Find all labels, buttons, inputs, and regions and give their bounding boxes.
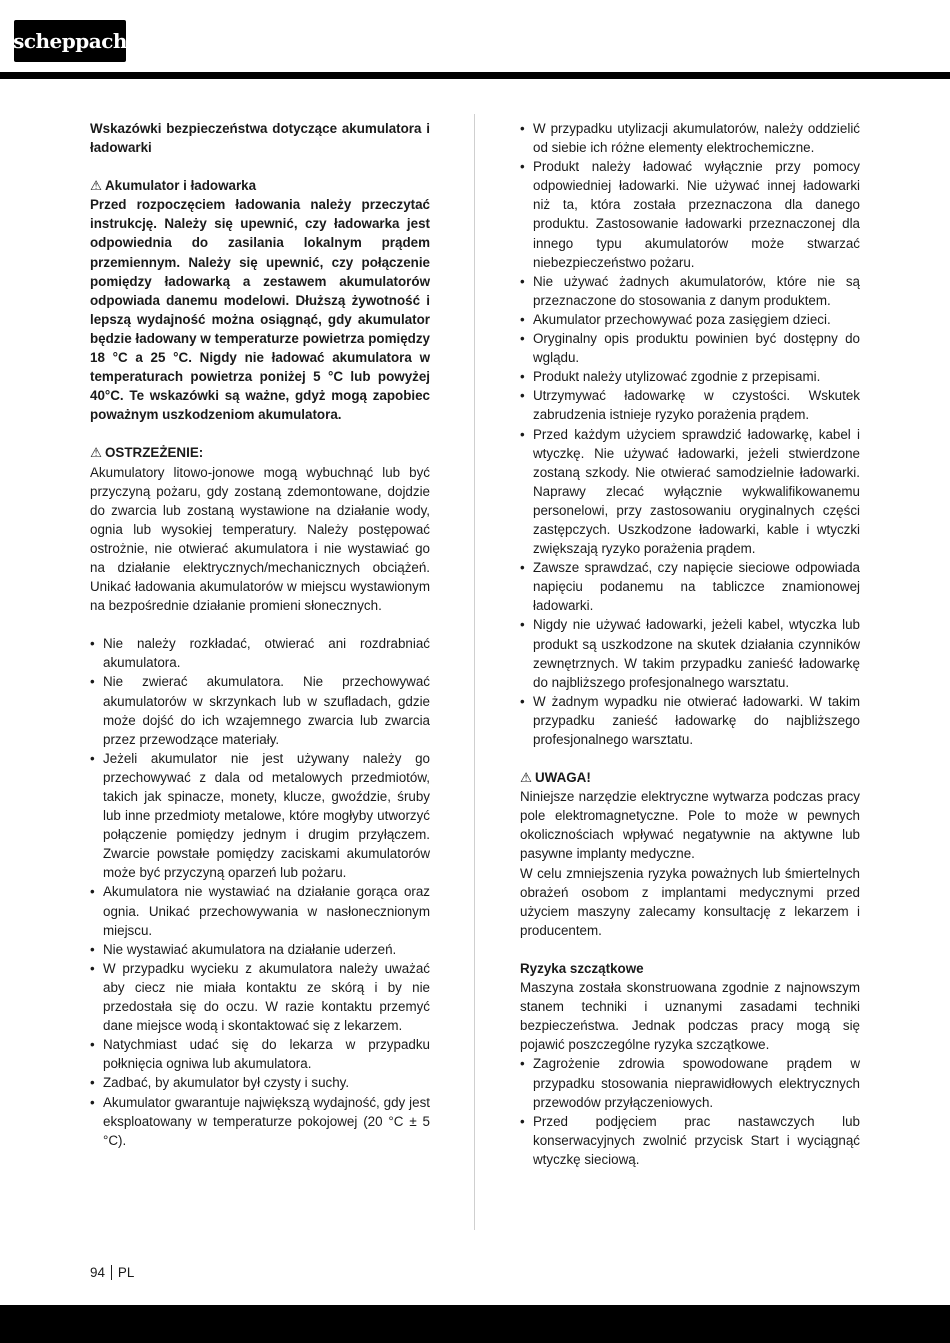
list-item: • Zadbać, by akumulator był czysty i suchy. [90, 1073, 430, 1092]
column-divider [474, 114, 475, 1230]
right-bullet-list [520, 119, 860, 749]
list-item: • Oryginalny opis produktu powinien być dostępny do wglądu. [520, 329, 860, 367]
warning-triangle-icon: ⚠ [90, 445, 103, 461]
footer-bar [0, 1305, 950, 1343]
list-item: • Nie należy rozkładać, otwierać ani rozdrabniać akumulatora. [90, 634, 430, 672]
warning-triangle-icon: ⚠ [520, 770, 533, 786]
list-item: • W przypadku utylizacji akumulatorów, należy oddzielić od siebie ich różne elementy elektrochemiczne. [520, 119, 860, 157]
list-item: • Nie zwierać akumulatora. Nie przechowywać akumulatorów w skrzynkach lub w szufladach, gdzie może dojść do ich wzajemnego zwarcia lub zwarcia przez przewodzące materiały. [90, 672, 430, 748]
list-item: • Zawsze sprawdzać, czy napięcie sieciowe odpowiada napięciu podanemu na tabliczce znamionowej ładowarki. [520, 558, 860, 615]
language-code: PL [117, 1265, 135, 1280]
list-item: • Nie wystawiać akumulatora na działanie uderzeń. [90, 940, 430, 959]
battery-charger-heading: ⚠ Akumulator i ładowarka [90, 178, 257, 194]
list-item: • Akumulatora nie wystawiać na działanie gorąca oraz ognia. Unikać przechowywania w nasłonecznionym miejscu. [90, 882, 430, 939]
list-item: • W przypadku wycieku z akumulatora należy uważać aby ciecz nie miała kontaktu ze skórą i by nie przedostała się do oczu. W razie kontaktu przemyć dane miejsce wodą i skontaktować się z lekarzem. [90, 959, 430, 1035]
uwaga-paragraph-1: Niniejsze narzędzie elektryczne wytwarza podczas pracy pole elektromagnetyczne. Pole to może w pewnych okolicznościach wpływać negatywnie na aktywne lub pasywne implanty medyczne. [520, 789, 860, 862]
residual-bullet-list [520, 1054, 860, 1169]
page-number: 94 [90, 1265, 105, 1280]
list-item: • Akumulator przechowywać poza zasięgiem dzieci. [520, 310, 860, 329]
brand-logo [14, 20, 126, 62]
list-item: • W żadnym wypadku nie otwierać ładowarki. W takim przypadku zanieść ładowarkę do najbliższego profesjonalnego warsztatu. [520, 692, 860, 749]
left-column [90, 119, 430, 1150]
warning-heading: ⚠ OSTRZEŻENIE: [90, 445, 204, 461]
uwaga-paragraph-2: W celu zmniejszenia ryzyka poważnych lub śmiertelnych obrażeń osobom z implantami medycznymi przed użyciem maszyny zalecamy konsultację z lekarzem i producentem. [520, 865, 860, 938]
uwaga-heading: ⚠ UWAGA! [520, 770, 591, 786]
list-item: • Przed podjęciem prac nastawczych lub konserwacyjnych zwolnić przycisk Start i wyciągnąć wtyczkę sieciową. [520, 1112, 860, 1169]
list-item: • Nie używać żadnych akumulatorów, które nie są przeznaczone do stosowania z danym produktem. [520, 272, 860, 310]
list-item: • Przed każdym użyciem sprawdzić ładowarkę, kabel i wtyczkę. Nie używać ładowarki, jeżeli stwierdzone zostaną szkody. Nie otwierać samodzielnie ładowarki. Naprawy zlecać wyłącznie wykwalifikowanemu personelowi, przy zastosowaniu oryginalnych części zastępczych. Uszkodzone ładowarki, kable i wtyczki zwiększają ryzyko porażenia prądem. [520, 425, 860, 559]
brand-logo-text: scheppach [13, 29, 127, 53]
list-item: • Produkt należy utylizować zgodnie z przepisami. [520, 367, 860, 386]
warning-body: Akumulatory litowo-jonowe mogą wybuchnąć lub być przyczyną pożaru, gdy zostaną zdemontowane, dojdzie do zwarcia lub zostaną wystawione na działanie wody, ognia lub wysokiej temperatury. Należy postępować ostrożnie, nie otwierać akumulatora i nie wystawiać go na działanie elektrycznych/mechanicznych obciążeń. Unikać ładowania akumulatorów w miejscu wystawionym na bezpośrednie działanie promieni słonecznych. [90, 464, 430, 614]
list-item: • Jeżeli akumulator nie jest używany należy go przechowywać z dala od metalowych przedmiotów, takich jak spinacze, monety, klucze, gwoździe, śruby lub inne przedmioty metalowe, które mogłyby utworzyć połączenie pomiędzy jednym i drugim przyłączem. Zwarcie powstałe pomiędzy zaciskami akumulatorów może być przyczyną oparzeń lub pożaru. [90, 749, 430, 883]
list-item: • Nigdy nie używać ładowarki, jeżeli kabel, wtyczka lub produkt są uszkodzone na skutek działania czynników zewnętrznych. W takim przypadku zanieść ładowarkę do najbliższego profesjonalnego warsztatu. [520, 615, 860, 691]
residual-risks-heading: Ryzyka szczątkowe [520, 960, 644, 976]
section-title: Wskazówki bezpieczeństwa dotyczące akumulatora i ładowarki [90, 121, 430, 156]
header-rule [0, 72, 950, 79]
footer-separator [111, 1265, 112, 1280]
list-item: • Utrzymywać ładowarkę w czystości. Wskutek zabrudzenia istnieje ryzyko porażenia prądem. [520, 386, 860, 424]
list-item: • Produkt należy ładować wyłącznie przy pomocy odpowiedniej ładowarki. Nie używać innej ładowarki niż ta, która została przeznaczona dla danego produktu. Zastosowanie ładowarki przeznaczonej dla innego typu akumulatorów może stwarzać niebezpieczeństwo pożaru. [520, 157, 860, 272]
list-item: • Akumulator gwarantuje największą wydajność, gdy jest eksploatowany w temperaturze pokojowej (20 °C ± 5 °C). [90, 1093, 430, 1150]
page-footer [90, 1265, 134, 1280]
list-item: • Natychmiast udać się do lekarza w przypadku połknięcia ogniwa lub akumulatora. [90, 1035, 430, 1073]
list-item: • Zagrożenie zdrowia spowodowane prądem w przypadku stosowania nieprawidłowych elektrycznych przewodów przyłączeniowych. [520, 1054, 860, 1111]
battery-charger-body: Przed rozpoczęciem ładowania należy przeczytać instrukcję. Należy się upewnić, czy ładowarka jest odpowiednia do zasilania lokalnym prądem przemiennym. Należy się upewnić, czy połączenie pomiędzy ładowarką a zestawem akumulatorów odpowiada danemu modelowi. Dłuższą żywotność i lepszą wydajność można osiągnąć, gdy akumulator będzie ładowany w temperaturze powietrza pomiędzy 18 °C a 25 °C. Nigdy nie ładować akumulatora w temperaturach powietrza poniżej 5 °C lub powyżej 40°C. Te wskazówki są ważne, gdyż mogą zapobiec poważnym uszkodzeniom akumulatora. [90, 197, 430, 423]
residual-risks-body: Maszyna została skonstruowana zgodnie z najnowszym stanem techniki i uznanymi zasadami techniki bezpieczeństwa. Jednak podczas pracy mogą się pojawić poszczególne ryzyka szczątkowe. [520, 980, 860, 1053]
left-bullet-list [90, 634, 430, 1150]
right-column [520, 119, 860, 1169]
warning-triangle-icon: ⚠ [90, 178, 103, 194]
